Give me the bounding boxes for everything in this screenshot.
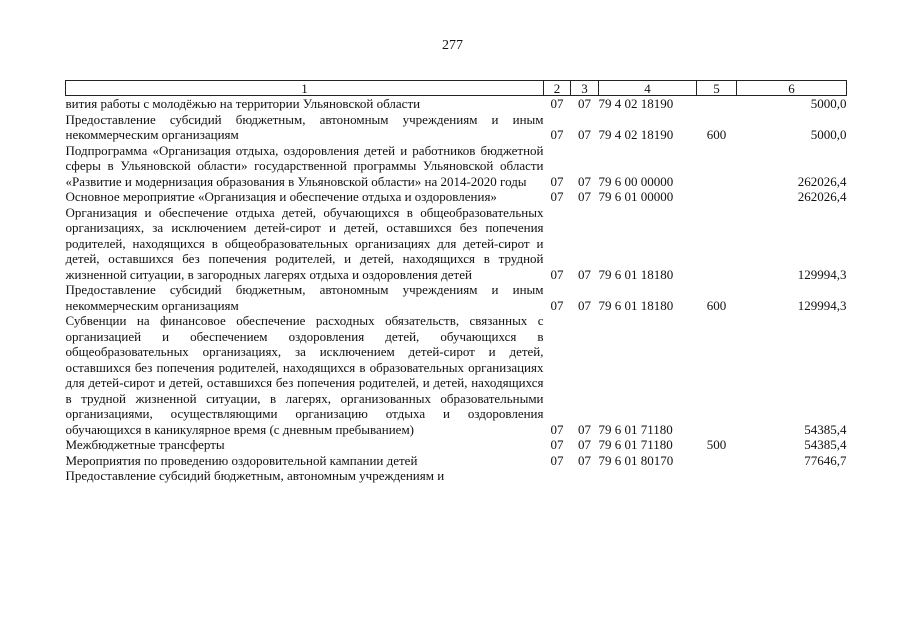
row-description: Мероприятия по проведению оздоровительной кампании детей [65,452,418,468]
table-row [66,453,847,469]
row-amount: 5000,0 [810,127,847,142]
header-col-2: 2 [544,81,571,96]
header-col-4: 4 [599,81,697,96]
row-subsection: 07 [578,127,591,142]
row-description: Основное мероприятие «Организация и обеспечение отдыха и оздоровления» [65,189,497,204]
table-row [66,143,847,190]
table-row [66,313,847,437]
row-amount: 77646,7 [804,452,847,468]
row-target-article [599,468,697,484]
row-amount: 262026,4 [797,189,847,204]
table-row [66,189,847,205]
row-expense-type [697,143,737,190]
row-target-article: 79 6 01 00000 [598,189,674,204]
row-section: 07 [550,297,564,313]
row-amount: 54385,4 [804,421,847,437]
row-amount: 54385,4 [804,437,847,452]
row-amount: 262026,4 [797,173,847,189]
row-expense-type [697,96,737,112]
row-subsection: 07 [578,452,591,468]
row-expense-type [697,453,737,469]
table-row [66,468,847,484]
row-description: Организация и обеспечение отдыха детей, обучающихся в общеобразовательных организациях, за исключением детей-сирот и детей, оставшихся без попечения родителей, находящихся в общеобразовательных организациях для детей-сирот и детей, оставшихся без попечения родителей, и детей, находящихся в трудной жизненной ситуации, в загородных лагерях отдыха и оздоровления детей [65,204,544,282]
row-subsection: 07 [578,266,591,282]
row-target-article: 79 4 02 18190 [598,96,674,111]
row-target-article: 79 6 00 00000 [598,173,674,189]
row-section: 07 [550,173,564,189]
row-section: 07 [550,437,564,452]
row-amount [737,468,847,484]
row-expense-type: 500 [706,437,727,452]
row-description: Межбюджетные трансферты [65,437,225,452]
header-col-1: 1 [66,81,544,96]
table-row [66,437,847,453]
table-row [66,282,847,313]
row-expense-type [697,468,737,484]
row-subsection: 07 [578,297,591,313]
row-expense-type [697,205,737,283]
page-number: 277 [442,38,463,53]
row-amount: 129994,3 [797,266,847,282]
row-subsection [571,468,599,484]
row-expense-type [697,313,737,437]
row-target-article: 79 6 01 71180 [598,421,673,437]
row-target-article: 79 4 02 18190 [598,127,674,142]
table-row [66,112,847,143]
header-col-5: 5 [697,81,737,96]
row-amount: 129994,3 [797,297,847,313]
row-target-article: 79 6 01 18180 [598,266,674,282]
row-expense-type: 600 [706,297,727,313]
row-description: Предоставление субсидий бюджетным, автономным учреждениям и иным некоммерческим организациям [65,282,544,313]
row-section: 07 [550,421,564,437]
table-row [66,205,847,283]
row-subsection: 07 [578,421,591,437]
row-description: Подпрограмма «Организация отдыха, оздоровления детей и работников бюджетной сферы в Ульяновской области» государственной программы Ульяновской области «Развитие и модернизация образования в Ульяновской области» на 2014-2020 годы [65,142,544,189]
row-amount: 5000,0 [810,96,847,111]
table-row [66,96,847,112]
row-section [544,468,571,484]
row-subsection: 07 [578,96,591,111]
row-target-article: 79 6 01 71180 [598,437,673,452]
row-subsection: 07 [578,189,591,204]
row-section: 07 [550,189,564,204]
row-subsection: 07 [578,437,591,452]
header-col-3: 3 [571,81,599,96]
budget-table [65,80,847,484]
row-description: Предоставление субсидий бюджетным, автономным учреждениям и [65,468,445,483]
table-header-row [66,81,847,96]
row-expense-type: 600 [706,127,727,142]
row-description: Субвенции на финансовое обеспечение расходных обязательств, связанных с организацией и обеспечением оздоровления детей, обучающихся в общеобразовательных организациях, за исключением детей-сирот и детей, оставшихся без попечения родителей, находящихся в образовательных организациях для детей-сирот и детей, оставшихся без попечения родителей, и детей, находящихся в трудной жизненной ситуации, в лагерях, организованных образовательными организациями, осуществляющими организацию отдыха и оздоровления обучающихся в каникулярное время (с дневным пребыванием) [65,313,544,437]
row-subsection: 07 [578,173,591,189]
row-section: 07 [550,452,564,468]
row-section: 07 [550,127,564,142]
header-col-6: 6 [737,81,847,96]
row-section: 07 [550,96,564,111]
row-target-article: 79 6 01 18180 [598,297,674,313]
row-description: вития работы с молодёжью на территории Ульяновской области [65,96,421,111]
row-target-article: 79 6 01 80170 [598,452,674,468]
row-section: 07 [550,266,564,282]
row-expense-type [697,189,737,205]
row-description: Предоставление субсидий бюджетным, автономным учреждениям и иным некоммерческим организациям [65,111,544,142]
